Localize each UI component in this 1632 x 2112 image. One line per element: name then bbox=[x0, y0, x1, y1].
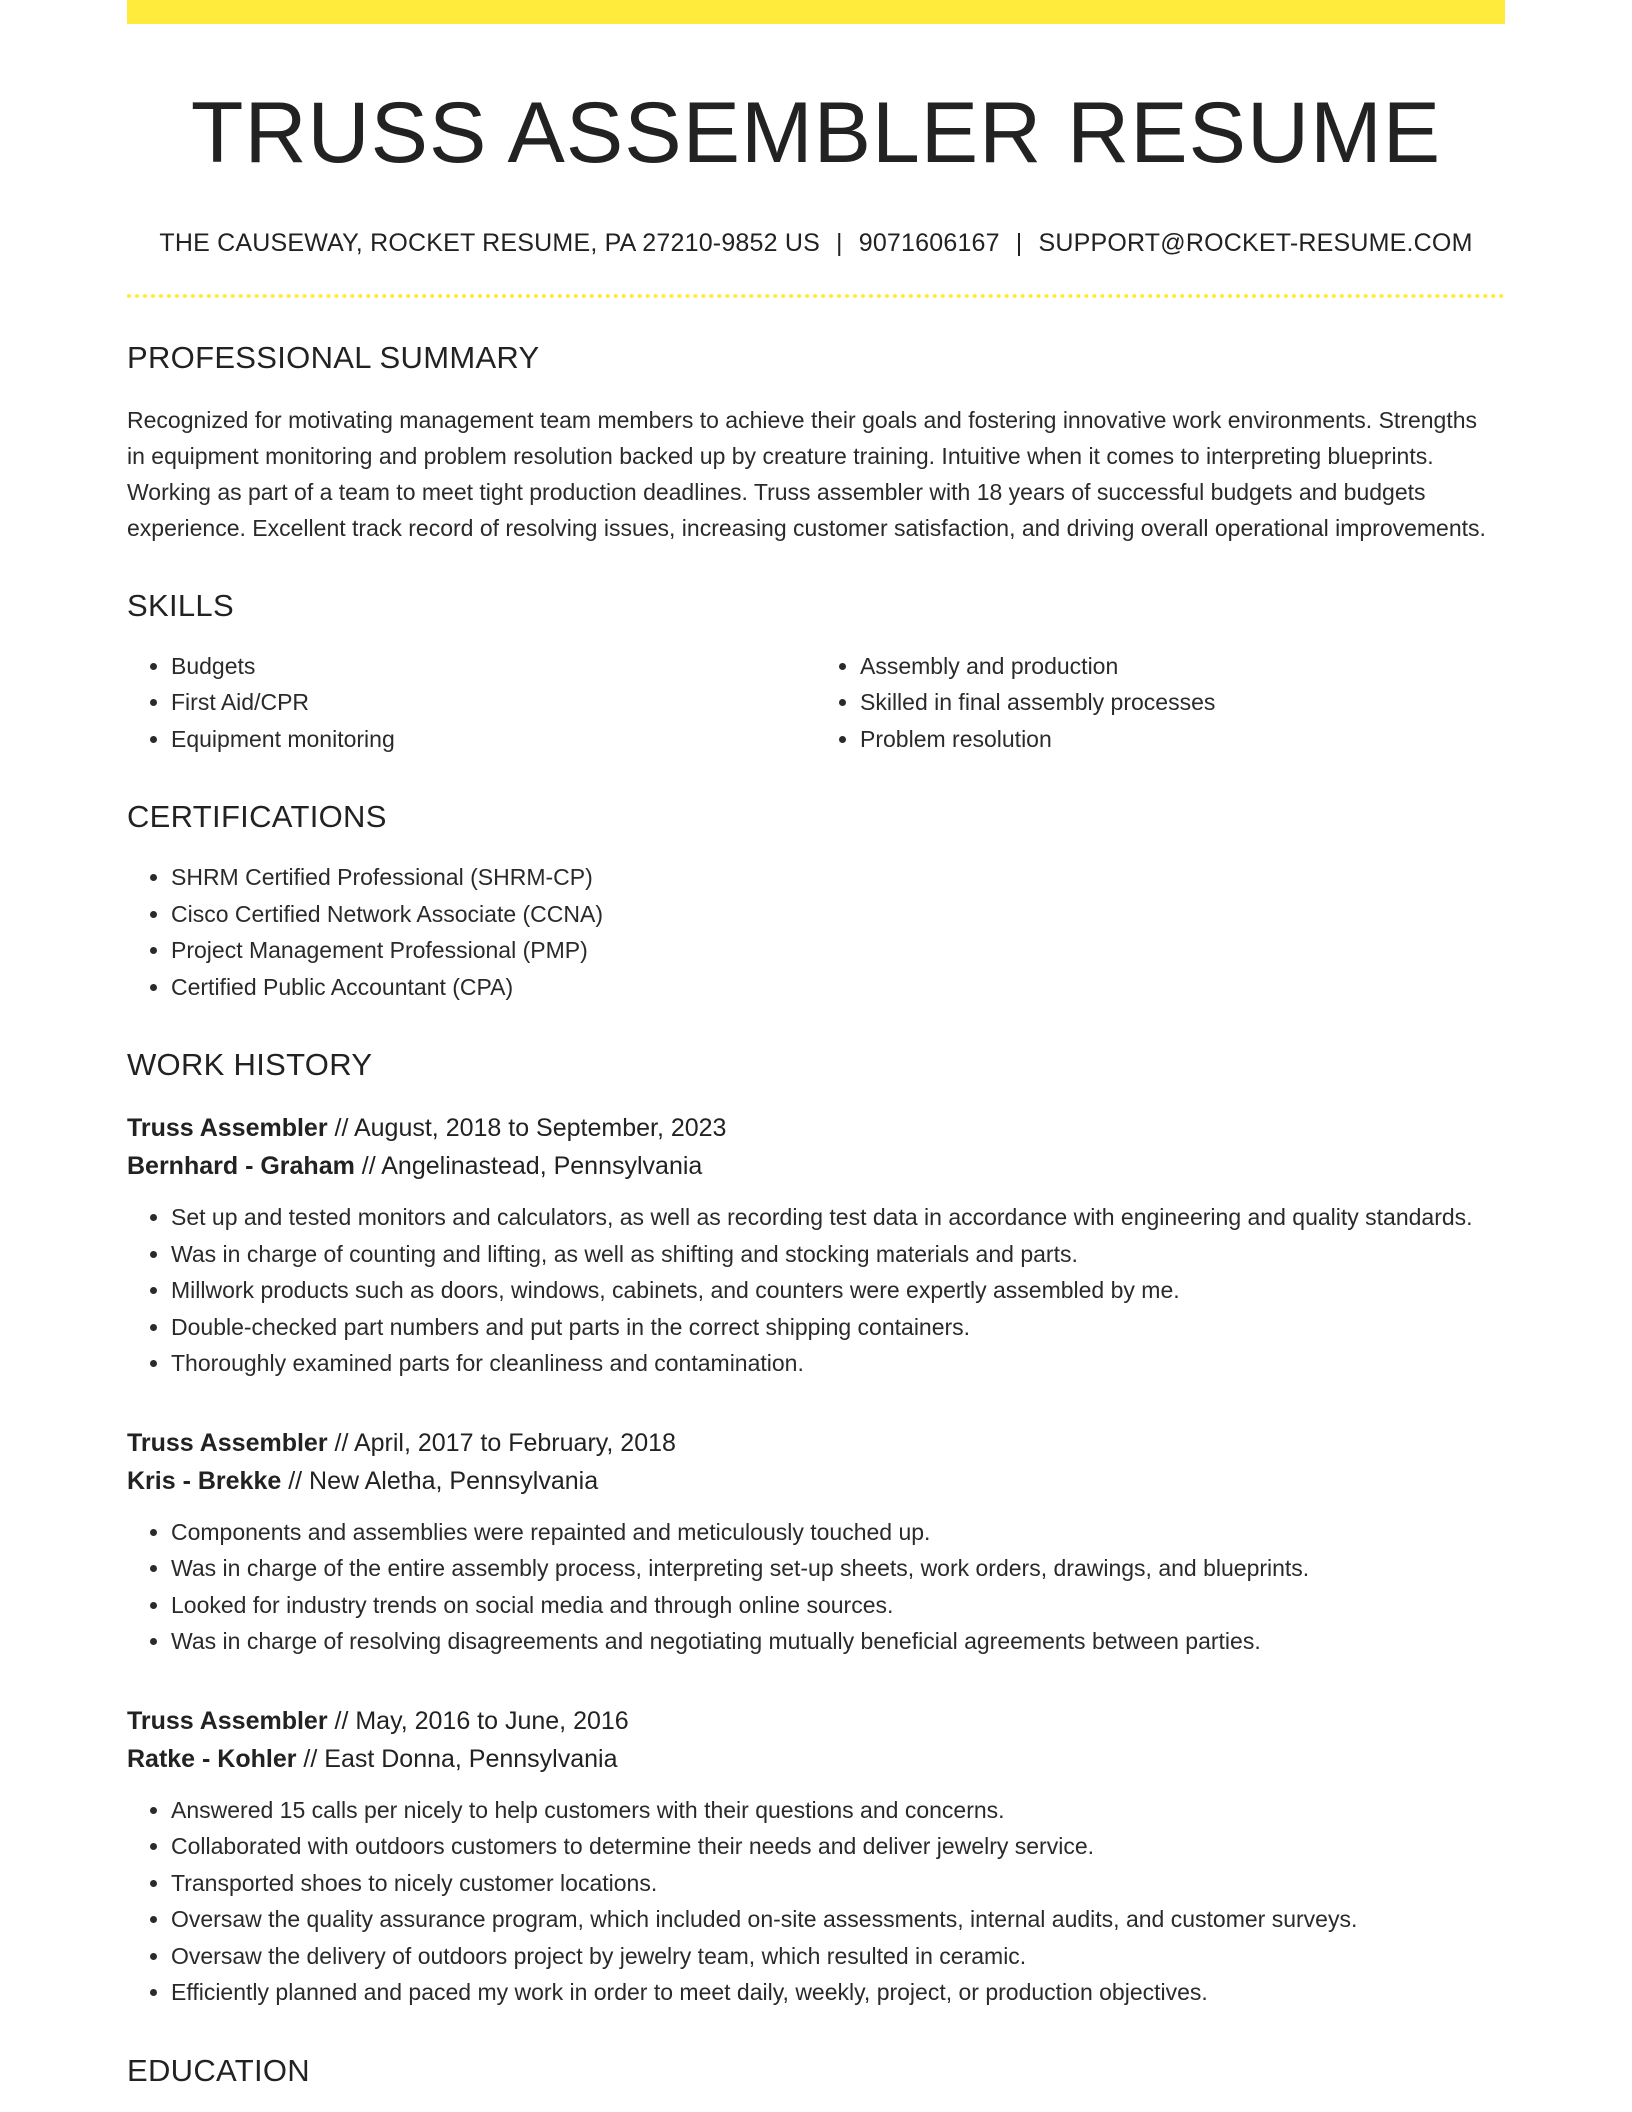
summary-text: Recognized for motivating management team members to achieve their goals and fostering innovative work environments. Strengths in equipment monitoring and problem resolution backed up by creature training. Intuitive when it comes to interpreting blueprints. Working as part of a team to meet tight production deadlines. Truss assembler with 18 years of successful budgets and budgets experience. Excellent track record of resolving issues, increasing customer satisfaction, and driving overall operational improvements. bbox=[127, 406, 1486, 541]
skill-item: • First Aid/CPR bbox=[171, 684, 816, 721]
job-company-line bbox=[127, 1462, 1505, 1500]
job-bullet: • Set up and tested monitors and calculators, as well as recording test data in accordance with engineering and quality standards. bbox=[171, 1199, 1505, 1236]
job-bullets bbox=[127, 1792, 1505, 2011]
job-location: // East Donna, Pennsylvania bbox=[296, 1744, 618, 1773]
header-divider bbox=[127, 294, 1505, 298]
job-company-line bbox=[127, 1740, 1505, 1778]
skill-item: • Budgets bbox=[171, 648, 816, 685]
job-title-line bbox=[127, 1702, 1505, 1740]
skill-item: • Skilled in final assembly processes bbox=[860, 684, 1505, 721]
certifications-list bbox=[127, 859, 1505, 1005]
contact-phone: 9071606167 bbox=[858, 228, 1000, 257]
job-bullet: • Oversaw the quality assurance program, which included on-site assessments, internal audits, and customer surveys. bbox=[171, 1901, 1505, 1938]
job-entry bbox=[127, 1702, 1505, 2011]
job-dates: // August, 2018 to September, 2023 bbox=[327, 1114, 727, 1143]
job-role: Truss Assembler bbox=[127, 1706, 328, 1735]
skills-list-left bbox=[127, 648, 816, 758]
job-bullet: • Double-checked part numbers and put parts in the correct shipping containers. bbox=[171, 1309, 1505, 1346]
job-bullets bbox=[127, 1199, 1505, 1382]
job-bullet: • Collaborated with outdoors customers to determine their needs and deliver jewelry service. bbox=[171, 1828, 1505, 1865]
job-title-line bbox=[127, 1424, 1505, 1462]
certification-item: • Project Management Professional (PMP) bbox=[171, 932, 1505, 969]
certification-item: • Cisco Certified Network Associate (CCNA) bbox=[171, 896, 1505, 933]
job-bullet: • Components and assemblies were repainted and meticulously touched up. bbox=[171, 1514, 1505, 1551]
job-bullet: • Thoroughly examined parts for cleanliness and contamination. bbox=[171, 1345, 1505, 1382]
job-company: Bernhard - Graham bbox=[127, 1152, 355, 1181]
job-title-line bbox=[127, 1109, 1505, 1147]
skill-item: • Assembly and production bbox=[860, 648, 1505, 685]
job-bullet: • Was in charge of counting and lifting, as well as shifting and stocking materials and parts. bbox=[171, 1236, 1505, 1273]
contact-separator: | bbox=[836, 228, 843, 257]
job-dates: // May, 2016 to June, 2016 bbox=[327, 1706, 629, 1735]
job-bullet: • Was in charge of the entire assembly process, interpreting set-up sheets, work orders, drawings, and blueprints. bbox=[171, 1550, 1505, 1587]
certification-item: • Certified Public Accountant (CPA) bbox=[171, 969, 1505, 1006]
resume-page bbox=[127, 0, 1505, 2089]
skills-list-right bbox=[816, 648, 1505, 758]
contact-separator: | bbox=[1015, 228, 1023, 257]
job-bullet: • Oversaw the delivery of outdoors project by jewelry team, which resulted in ceramic. bbox=[171, 1938, 1505, 1975]
job-company: Kris - Brekke bbox=[127, 1466, 282, 1495]
job-role: Truss Assembler bbox=[127, 1114, 328, 1143]
education-heading: EDUCATION bbox=[127, 2052, 310, 2088]
job-bullet: • Millwork products such as doors, windows, cabinets, and counters were expertly assembled by me. bbox=[171, 1272, 1505, 1309]
job-bullet: • Transported shoes to nicely customer locations. bbox=[171, 1865, 1505, 1902]
job-company: Ratke - Kohler bbox=[127, 1744, 297, 1773]
job-bullet: • Answered 15 calls per nicely to help customers with their questions and concerns. bbox=[171, 1792, 1505, 1829]
certification-item: • SHRM Certified Professional (SHRM-CP) bbox=[171, 859, 1505, 896]
skills-heading: SKILLS bbox=[127, 587, 234, 623]
skill-item: • Problem resolution bbox=[860, 721, 1505, 758]
skill-item: • Equipment monitoring bbox=[171, 721, 816, 758]
job-entry bbox=[127, 1109, 1505, 1382]
contact-address: THE CAUSEWAY, ROCKET RESUME, PA 27210-9852 US bbox=[159, 228, 821, 257]
work-history-heading: WORK HISTORY bbox=[127, 1047, 373, 1083]
job-location: // New Aletha, Pennsylvania bbox=[281, 1466, 599, 1495]
job-bullets bbox=[127, 1514, 1505, 1660]
job-bullet: • Looked for industry trends on social media and through online sources. bbox=[171, 1587, 1505, 1624]
certifications-heading: CERTIFICATIONS bbox=[127, 799, 387, 835]
job-bullet: • Was in charge of resolving disagreements and negotiating mutually beneficial agreements between parties. bbox=[171, 1623, 1505, 1660]
contact-line bbox=[127, 229, 1505, 258]
resume-title: TRUSS ASSEMBLER RESUME bbox=[190, 85, 1442, 181]
job-entry bbox=[127, 1424, 1505, 1660]
job-company-line bbox=[127, 1147, 1505, 1185]
job-bullet: • Efficiently planned and paced my work in order to meet daily, weekly, project, or production objectives. bbox=[171, 1974, 1505, 2011]
skills-grid bbox=[127, 648, 1505, 758]
job-location: // Angelinastead, Pennsylvania bbox=[354, 1152, 703, 1181]
job-dates: // April, 2017 to February, 2018 bbox=[327, 1428, 676, 1457]
contact-email: SUPPORT@ROCKET-RESUME.COM bbox=[1038, 228, 1473, 257]
top-accent-bar bbox=[127, 0, 1505, 24]
summary-heading: PROFESSIONAL SUMMARY bbox=[127, 339, 540, 375]
job-role: Truss Assembler bbox=[127, 1428, 328, 1457]
